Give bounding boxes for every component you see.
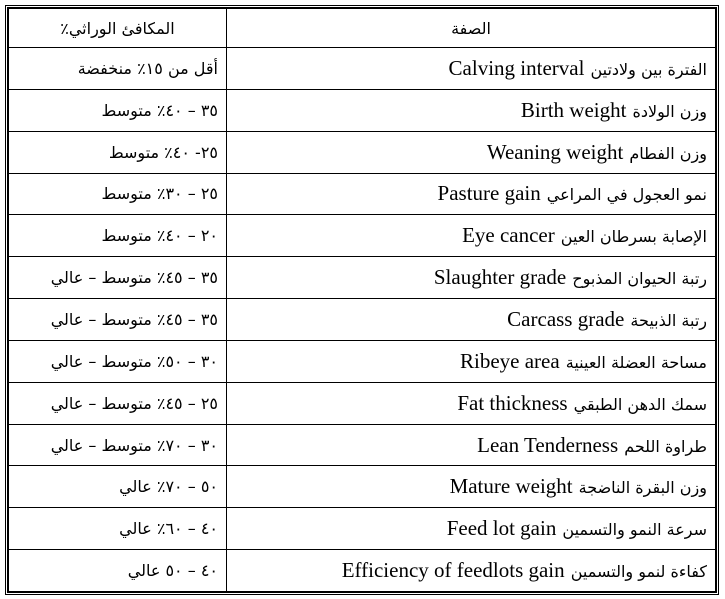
trait-english: Ribeye area <box>460 348 560 373</box>
heritability-cell: أقل من ١٥٪ منخفضة <box>9 48 227 90</box>
trait-english: Efficiency of feedlots gain <box>341 558 565 583</box>
trait-cell <box>227 424 716 466</box>
trait-cell <box>227 173 716 215</box>
trait-arabic: وزن البقرة الناضجة <box>578 478 707 498</box>
table-row <box>9 257 716 299</box>
heritability-table <box>8 8 716 592</box>
trait-english: Mature weight <box>449 474 573 499</box>
trait-cell <box>227 382 716 424</box>
table-row <box>9 382 716 424</box>
trait-english: Birth weight <box>520 97 627 122</box>
trait-cell <box>227 131 716 173</box>
trait-english: Calving interval <box>448 55 585 80</box>
table-row <box>9 424 716 466</box>
heritability-cell: ٥٠ – ٧٠٪ عالي <box>9 466 227 508</box>
heritability-cell: ٢٥ – ٣٠٪ متوسط <box>9 173 227 215</box>
trait-english: Pasture gain <box>437 181 541 206</box>
trait-arabic: الإصابة بسرطان العين <box>560 227 707 247</box>
trait-english: Feed lot gain <box>446 516 557 541</box>
heritability-table-frame <box>5 5 719 595</box>
trait-cell <box>227 257 716 299</box>
trait-cell <box>227 550 716 592</box>
trait-cell <box>227 340 716 382</box>
heritability-cell: ٢٠ – ٤٠٪ متوسط <box>9 215 227 257</box>
table-row <box>9 89 716 131</box>
table-body <box>9 48 716 592</box>
trait-arabic: الفترة بين ولادتين <box>590 59 707 79</box>
trait-arabic: سرعة النمو والتسمين <box>562 520 707 540</box>
trait-english: Lean Tenderness <box>477 432 619 457</box>
heritability-cell: ٣٠ – ٥٠٪ متوسط – عالي <box>9 340 227 382</box>
header-row <box>9 9 716 48</box>
trait-cell <box>227 48 716 90</box>
trait-arabic: سمك الدهن الطبقي <box>573 394 707 414</box>
trait-english: Eye cancer <box>462 223 555 248</box>
heritability-cell: ٢٥- ٤٠٪ متوسط <box>9 131 227 173</box>
trait-english: Carcass grade <box>507 306 625 331</box>
trait-arabic: رتبة الذبيحة <box>630 310 707 330</box>
trait-arabic: كفاءة لنمو والتسمين <box>570 562 707 582</box>
trait-arabic: نمو العجول في المراعي <box>546 185 707 205</box>
trait-arabic: رتبة الحيوان المذبوح <box>572 269 707 289</box>
table-row <box>9 48 716 90</box>
header-trait: الصفة <box>227 9 716 48</box>
table-row <box>9 299 716 341</box>
trait-english: Weaning weight <box>486 139 624 164</box>
trait-cell <box>227 215 716 257</box>
table-row <box>9 215 716 257</box>
trait-arabic: مساحة العضلة العينية <box>565 352 707 372</box>
trait-english: Fat thickness <box>457 390 568 415</box>
trait-cell <box>227 89 716 131</box>
heritability-cell: ٣٠ – ٧٠٪ متوسط – عالي <box>9 424 227 466</box>
table-row <box>9 173 716 215</box>
heritability-cell: ٣٥ – ٤٠٪ متوسط <box>9 89 227 131</box>
heritability-cell: ٢٥ – ٤٥٪ متوسط – عالي <box>9 382 227 424</box>
table-row <box>9 466 716 508</box>
trait-arabic: وزن الولادة <box>632 101 707 121</box>
trait-english: Slaughter grade <box>433 265 567 290</box>
trait-cell <box>227 299 716 341</box>
trait-cell <box>227 466 716 508</box>
heritability-cell: ٤٠ – ٥٠ عالي <box>9 550 227 592</box>
table-row <box>9 550 716 592</box>
heritability-cell: ٤٠ – ٦٠٪ عالي <box>9 508 227 550</box>
heritability-cell: ٣٥ – ٤٥٪ متوسط – عالي <box>9 257 227 299</box>
trait-cell <box>227 508 716 550</box>
heritability-cell: ٣٥ – ٤٥٪ متوسط – عالي <box>9 299 227 341</box>
table-row <box>9 508 716 550</box>
header-heritability: المكافئ الوراثي٪ <box>9 9 227 48</box>
table-row <box>9 340 716 382</box>
table-row <box>9 131 716 173</box>
trait-arabic: وزن الفطام <box>629 143 707 163</box>
trait-arabic: طراوة اللحم <box>624 436 707 456</box>
